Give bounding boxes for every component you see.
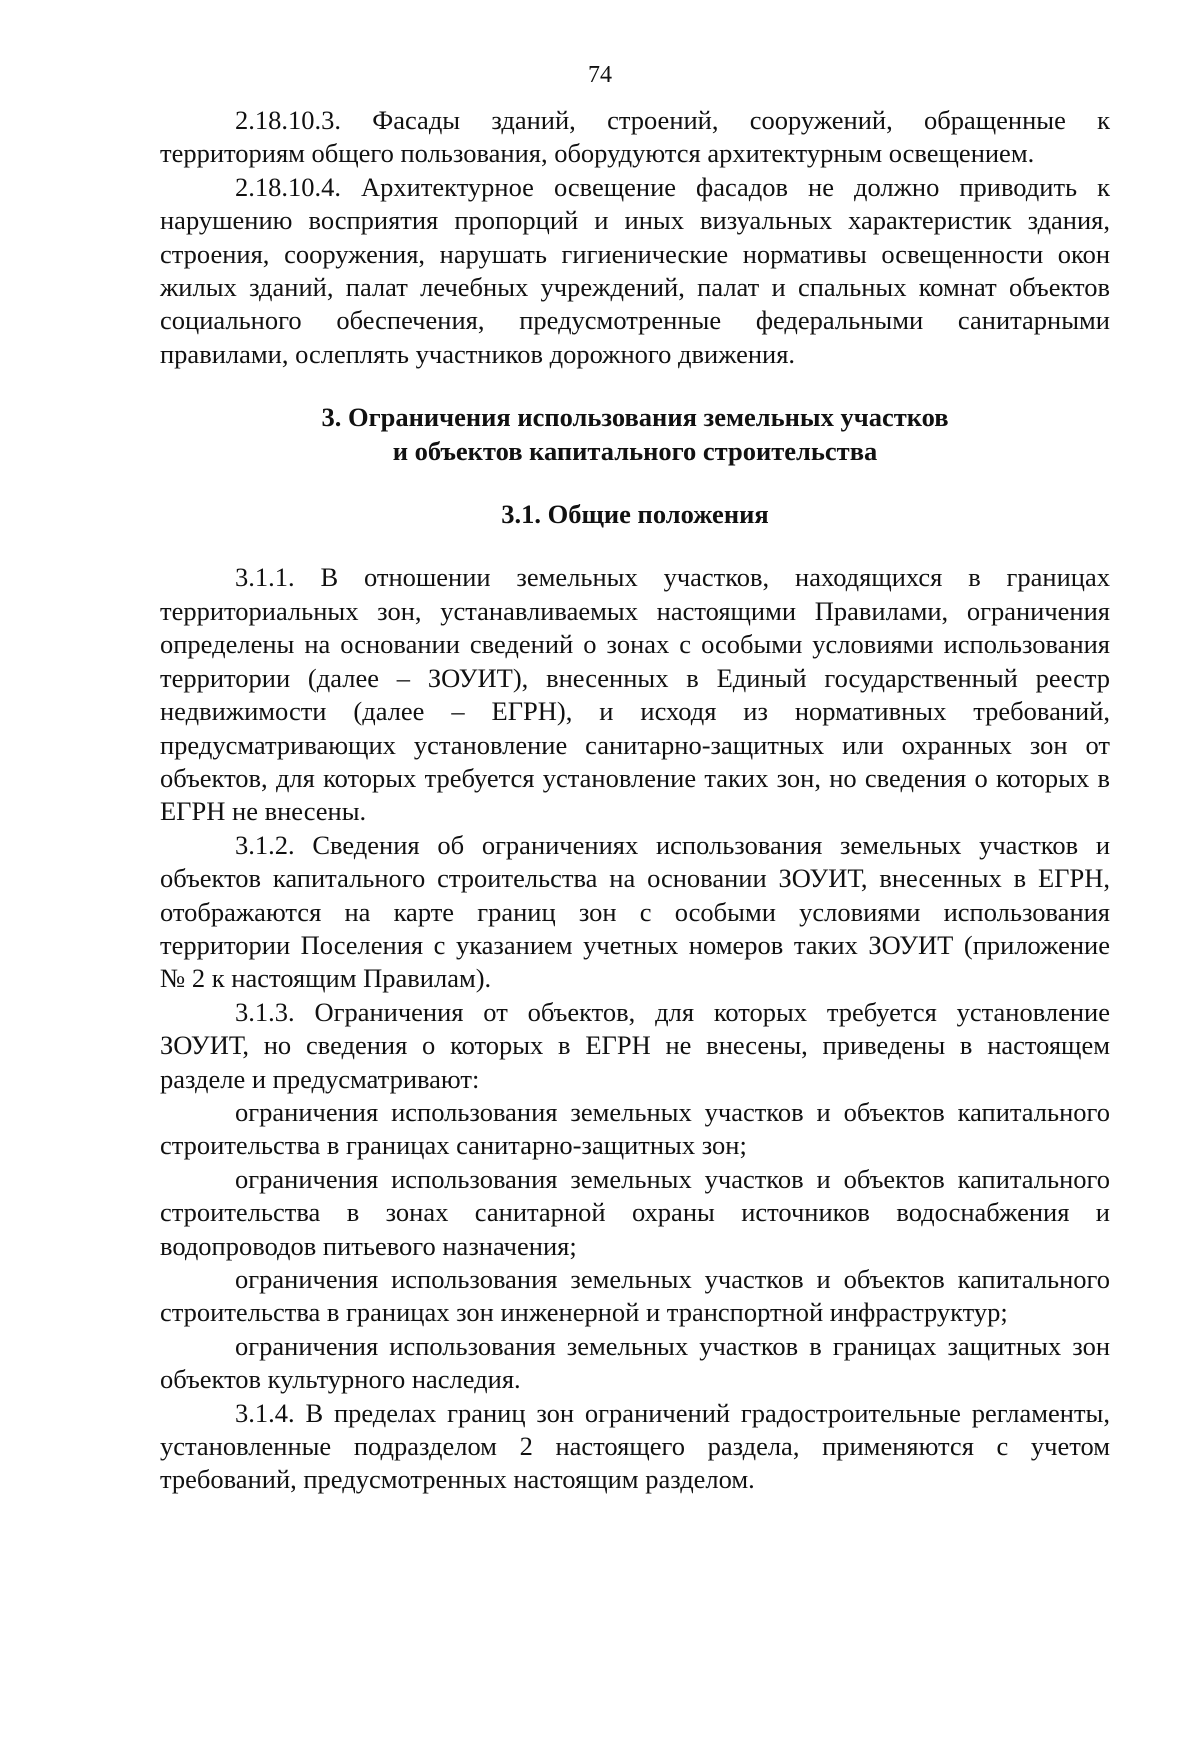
list-item-water-protection: ограничения использования земельных участков и объектов капитального строительства в зонах санитарной охраны источников водоснабжения и водопроводов питьевого назначения; bbox=[160, 1163, 1110, 1261]
list-item-sanitary-zones: ограничения использования земельных участков и объектов капитального строительства в границах санитарно-защитных зон; bbox=[160, 1096, 1110, 1161]
section-3-1-heading: 3.1. Общие положения bbox=[501, 499, 769, 530]
paragraph-3-1-1: 3.1.1. В отношении земельных участков, находящихся в границах территориальных зон, устанавливаемых настоящими Правилами, ограничения определены на основании сведений о зонах с особыми условиями использования территории (далее – ЗОУИТ), внесенных в Единый государственный реестр недвижимости (далее – ЕГРН), и исходя из нормативных требований, предусматривающих установление санитарно-защитных или охранных зон от объектов, для которых требуется установление таких зон, но сведения о которых в ЕГРН не внесены. bbox=[160, 562, 1110, 827]
paragraph-2-18-10-4: 2.18.10.4. Архитектурное освещение фасадов не должно приводить к нарушению восприятия пропорций и иных визуальных характеристик здания, строения, сооружения, нарушать гигиенические нормативы освещенности окон жилых зданий, палат лечебных учреждений, палат и спальных комнат объектов социального обеспечения, предусмотренные федеральными санитарными правилами, ослеплять участников дорожного движения. bbox=[160, 171, 1110, 369]
page-number: 74 bbox=[588, 62, 612, 88]
paragraph-3-1-4: 3.1.4. В пределах границ зон ограничений градостроительные регламенты, установленные подразделом 2 настоящего раздела, применяются с учетом требований, предусмотренных настоящим разделом. bbox=[160, 1397, 1110, 1495]
paragraph-3-1-3: 3.1.3. Ограничения от объектов, для которых требуется установление ЗОУИТ, но сведения о которых в ЕГРН не внесены, приведены в настоящем разделе и предусматривают: bbox=[160, 996, 1110, 1094]
section-3-heading-line-1: 3. Ограничения использования земельных участков bbox=[321, 402, 949, 433]
paragraph-3-1-2: 3.1.2. Сведения об ограничениях использования земельных участков и объектов капитального строительства на основании ЗОУИТ, внесенных в ЕГРН, отображаются на карте границ зон с особыми условиями использования территории Поселения с указанием учетных номеров таких ЗОУИТ (приложение № 2 к настоящим Правилам). bbox=[160, 829, 1110, 994]
section-3-heading-line-2: и объектов капитального строительства bbox=[392, 435, 878, 466]
list-item-heritage-zones: ограничения использования земельных участков в границах защитных зон объектов культурного наследия. bbox=[160, 1330, 1110, 1395]
list-item-infrastructure-zones: ограничения использования земельных участков и объектов капитального строительства в границах зон инженерной и транспортной инфраструктур; bbox=[160, 1264, 1110, 1328]
paragraph-2-18-10-3: 2.18.10.3. Фасады зданий, строений, сооружений, обращенные к территориям общего пользования, оборудуются архитектурным освещением. bbox=[160, 105, 1110, 169]
document-body bbox=[160, 104, 1110, 1497]
section-3-heading bbox=[160, 401, 1110, 468]
